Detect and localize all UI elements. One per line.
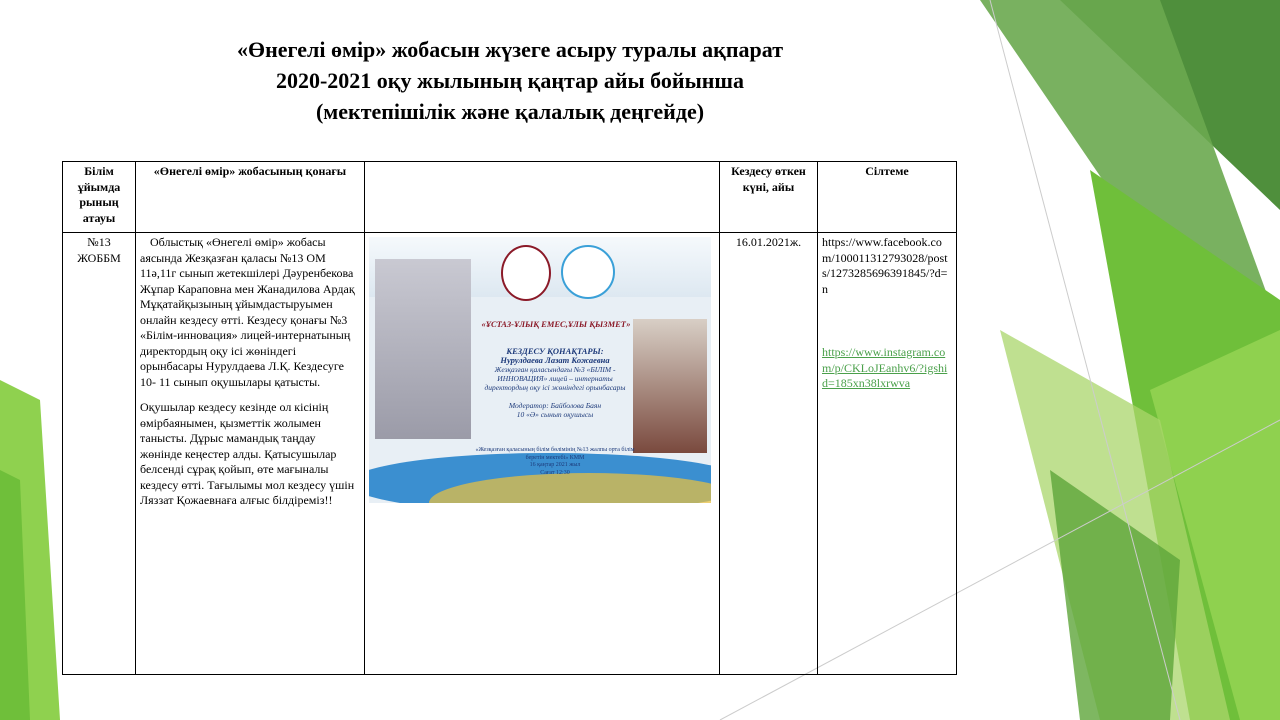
- poster-guest-role: Жезқазған қаласындағы №3 «БІЛІМ - ИННОВАЦИЯ» лицей – интернаты директордың оқу ісі жөніндегі орынбасары: [484, 365, 626, 392]
- description-paragraph-2: Оқушылар кездесу кезінде ол кісінің өмірбаянымен, қызметтік жолымен танысты. Дұрыс мамандық таңдау жөнінде кеңестер алды. Қатысушылар белсенді сұрақ қойып, өте мағыналы кездесу өтті. Тағылымы мол кездесу үшін Ляззат Қожаевнаға алғыс білдіреміз!!: [140, 400, 355, 507]
- table-row: [63, 233, 957, 675]
- cell-school: №13 ЖОББМ: [63, 233, 136, 675]
- header-photo: [365, 162, 720, 233]
- header-date: Кездесу өткен күні, айы: [720, 162, 818, 233]
- header-school: Білім ұйымда рының атауы: [63, 162, 136, 233]
- title-line-3: (мектепішілік және қалалық деңгейде): [315, 99, 705, 124]
- poster-guest-label: КЕЗДЕСУ ҚОНАҚТАРЫ:: [506, 346, 604, 356]
- poster-footer-date: 16 қаңтар 2021 жыл: [529, 462, 581, 468]
- title-line-1: «Өнегелі өмір» жобасын жүзеге асыру туралы ақпарат: [236, 37, 784, 62]
- cell-photo: [365, 233, 720, 675]
- poster-footer: [475, 447, 635, 477]
- poster-moderator-class: 10 «Ә» сынып оқушысы: [516, 410, 594, 419]
- instagram-link[interactable]: https://www.instagram.com/p/CKLoJEanhv6/?igshid=185xn38lxrwva: [822, 345, 948, 390]
- header-guest: «Өнегелі өмір» жобасының қонағы: [136, 162, 365, 233]
- cell-links: [818, 233, 957, 675]
- poster-photo-moderator: [633, 319, 707, 453]
- poster-moderator: Модератор: Байболова Баян: [508, 401, 602, 410]
- poster-slogan: «ҰСТАЗ-ҰЛЫҚ ЕМЕС,ҰЛЫ ҚЫЗМЕТ»: [481, 319, 631, 329]
- poster-guest-name: Нурулдаева Лазат Кожаевна: [500, 355, 610, 365]
- project-logo-icon: [561, 245, 615, 299]
- school-logo-icon: [501, 245, 551, 301]
- description-paragraph-1: Облыстық «Өнегелі өмір» жобасы аясында Жезқазған қаласы №13 ОМ 11ә,11г сынып жетекшілері Дәуренбекова Жұпар Караповна мен Жанадилова Ардақ Мұқатайқызының ұйымдастыруымен онлайн кездесу өтті. Кездесу қонағы №3 «Білім-инновация» лицей-интернатының директордың оқу ісі жөніндегі орынбасары Нурулдаева Л.Қ. Кездесуге 10- 11 сынып оқушылары қатысты.: [140, 235, 355, 389]
- title-line-2: 2020-2021 оқу жылының қаңтар айы бойынша: [275, 68, 744, 93]
- poster-footer-org: «Жезқазған қаласының білім бөлімінің №13 жалпы орта білім беретін мектебі» КММ: [475, 447, 635, 461]
- report-table: [62, 161, 957, 675]
- poster-footer-time: Сағат 12:30: [540, 469, 570, 476]
- page-title: [140, 34, 880, 127]
- table-header-row: [63, 162, 957, 233]
- poster-guest-info: [475, 347, 635, 419]
- facebook-link[interactable]: https://www.facebook.com/100011312793028/posts/1273285696391845/?d=n: [822, 235, 948, 296]
- cell-date: 16.01.2021ж.: [720, 233, 818, 675]
- cell-description: [136, 233, 365, 675]
- event-poster-image: [369, 237, 711, 503]
- header-link: Сілтеме: [818, 162, 957, 233]
- poster-photo-guest: [375, 259, 471, 439]
